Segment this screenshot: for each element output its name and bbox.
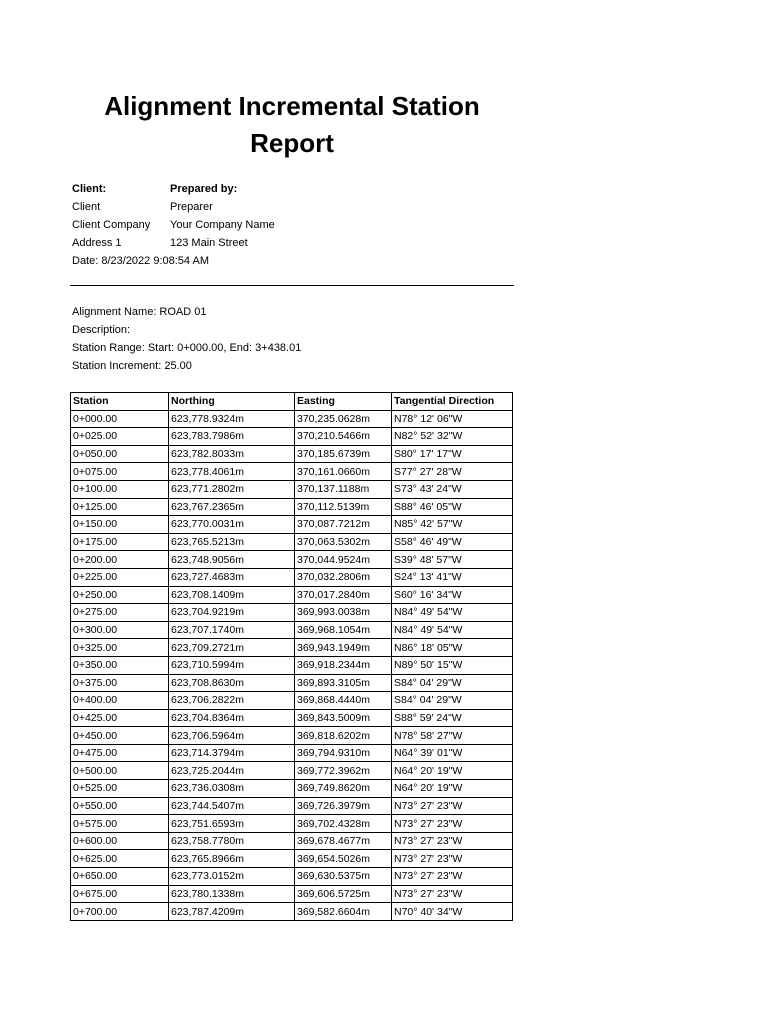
easting-cell: 370,063.5302m [295,533,392,551]
tangential-direction-cell: S24° 13' 41"W [392,568,513,586]
tangential-direction-cell: N73° 27' 23"W [392,868,513,886]
station-cell: 0+200.00 [71,551,169,569]
table-row [71,727,513,745]
easting-cell: 369,843.5009m [295,709,392,727]
tangential-direction-cell: N86° 18' 05"W [392,639,513,657]
tangential-direction-cell: N73° 27' 23"W [392,850,513,868]
easting-cell: 369,678.4677m [295,832,392,850]
client-name: Client [72,201,101,213]
easting-cell: 370,087.7212m [295,516,392,534]
table-row [71,533,513,551]
table-body [71,410,513,920]
table-row [71,832,513,850]
table-row [71,498,513,516]
northing-cell: 623,710.5994m [169,656,295,674]
preparer-address: 123 Main Street [170,237,248,249]
tangential-direction-cell: N78° 12' 06"W [392,410,513,428]
alignment-description: Description: [72,324,131,336]
easting-cell: 370,017.2840m [295,586,392,604]
northing-cell: 623,751.6593m [169,815,295,833]
easting-cell: 369,794.9310m [295,744,392,762]
easting-cell: 369,606.5725m [295,885,392,903]
table-row [71,586,513,604]
station-cell: 0+475.00 [71,744,169,762]
northing-cell: 623,770.0031m [169,516,295,534]
report-info-block [72,180,275,270]
easting-cell: 369,772.3962m [295,762,392,780]
table-row [71,903,513,921]
tangential-direction-cell: S88° 59' 24"W [392,709,513,727]
northing-cell: 623,707.1740m [169,621,295,639]
section-divider [70,285,514,286]
easting-cell: 370,137.1188m [295,480,392,498]
table-row [71,639,513,657]
table-row [71,674,513,692]
table-row [71,780,513,798]
station-cell: 0+025.00 [71,428,169,446]
station-cell: 0+375.00 [71,674,169,692]
station-cell: 0+550.00 [71,797,169,815]
station-cell: 0+325.00 [71,639,169,657]
column-header-tangential-direction: Tangential Direction [392,393,513,411]
alignment-name: Alignment Name: ROAD 01 [72,306,207,318]
table-row [71,428,513,446]
tangential-direction-cell: S73° 43' 24"W [392,480,513,498]
station-increment: Station Increment: 25.00 [72,360,192,372]
table-row [71,551,513,569]
station-cell: 0+075.00 [71,463,169,481]
easting-cell: 370,185.6739m [295,445,392,463]
northing-cell: 623,765.5213m [169,533,295,551]
client-address: Address 1 [72,237,122,249]
tangential-direction-cell: N85° 42' 57"W [392,516,513,534]
station-cell: 0+600.00 [71,832,169,850]
table-row [71,516,513,534]
station-cell: 0+000.00 [71,410,169,428]
northing-cell: 623,714.3794m [169,744,295,762]
table-row [71,885,513,903]
station-cell: 0+450.00 [71,727,169,745]
station-cell: 0+175.00 [71,533,169,551]
table-row [71,815,513,833]
northing-cell: 623,706.5964m [169,727,295,745]
station-cell: 0+225.00 [71,568,169,586]
easting-cell: 369,968.1054m [295,621,392,639]
station-cell: 0+300.00 [71,621,169,639]
northing-cell: 623,725.2044m [169,762,295,780]
table-row [71,480,513,498]
tangential-direction-cell: N78° 58' 27"W [392,727,513,745]
northing-cell: 623,736.0308m [169,780,295,798]
station-cell: 0+050.00 [71,445,169,463]
info-row-address [72,234,275,252]
column-header-northing: Northing [169,393,295,411]
station-cell: 0+150.00 [71,516,169,534]
tangential-direction-cell: N73° 27' 23"W [392,832,513,850]
northing-cell: 623,778.9324m [169,410,295,428]
northing-cell: 623,704.8364m [169,709,295,727]
tangential-direction-cell: S88° 46' 05"W [392,498,513,516]
northing-cell: 623,773.0152m [169,868,295,886]
easting-cell: 370,210.5466m [295,428,392,446]
table-row [71,445,513,463]
preparer-name: Preparer [170,201,213,213]
table-row [71,709,513,727]
tangential-direction-cell: N82° 52' 32"W [392,428,513,446]
tangential-direction-cell: N64° 20' 19"W [392,762,513,780]
northing-cell: 623,771.2802m [169,480,295,498]
easting-cell: 369,630.5375m [295,868,392,886]
station-cell: 0+650.00 [71,868,169,886]
easting-cell: 369,749.8620m [295,780,392,798]
station-cell: 0+125.00 [71,498,169,516]
tangential-direction-cell: S80° 17' 17"W [392,445,513,463]
table-row [71,410,513,428]
column-header-easting: Easting [295,393,392,411]
easting-cell: 369,726.3979m [295,797,392,815]
station-cell: 0+275.00 [71,604,169,622]
easting-cell: 370,032.2806m [295,568,392,586]
table-row [71,868,513,886]
tangential-direction-cell: N64° 20' 19"W [392,780,513,798]
easting-cell: 369,893.3105m [295,674,392,692]
easting-cell: 369,582.6604m [295,903,392,921]
tangential-direction-cell: N73° 27' 23"W [392,885,513,903]
column-header-station: Station [71,393,169,411]
report-date: Date: 8/23/2022 9:08:54 AM [72,255,209,267]
easting-cell: 369,868.4440m [295,692,392,710]
tangential-direction-cell: N84° 49' 54"W [392,621,513,639]
northing-cell: 623,787.4209m [169,903,295,921]
station-cell: 0+100.00 [71,480,169,498]
northing-cell: 623,748.9056m [169,551,295,569]
info-header-row [72,180,275,198]
tangential-direction-cell: S84° 04' 29"W [392,692,513,710]
table-row [71,762,513,780]
northing-cell: 623,780.1338m [169,885,295,903]
northing-cell: 623,767.2365m [169,498,295,516]
client-header: Client: [72,183,107,195]
client-company: Client Company [72,219,151,231]
station-cell: 0+625.00 [71,850,169,868]
info-row-name [72,198,275,216]
station-cell: 0+350.00 [71,656,169,674]
easting-cell: 370,235.0628m [295,410,392,428]
table-row [71,744,513,762]
easting-cell: 370,161.0660m [295,463,392,481]
table-row [71,604,513,622]
easting-cell: 369,943.1949m [295,639,392,657]
easting-cell: 369,818.6202m [295,727,392,745]
northing-cell: 623,709.2721m [169,639,295,657]
tangential-direction-cell: S60° 16' 34"W [392,586,513,604]
preparer-company: Your Company Name [170,219,275,231]
table-header-row [71,393,513,411]
prepared-by-header: Prepared by: [170,183,238,195]
northing-cell: 623,744.5407m [169,797,295,815]
northing-cell: 623,783.7986m [169,428,295,446]
station-cell: 0+400.00 [71,692,169,710]
table-row [71,568,513,586]
station-cell: 0+675.00 [71,885,169,903]
table-row [71,621,513,639]
northing-cell: 623,704.9219m [169,604,295,622]
easting-cell: 369,918.2344m [295,656,392,674]
easting-cell: 369,654.5026m [295,850,392,868]
table-row [71,850,513,868]
table-row [71,797,513,815]
easting-cell: 369,702.4328m [295,815,392,833]
station-cell: 0+525.00 [71,780,169,798]
tangential-direction-cell: N70° 40' 34"W [392,903,513,921]
info-row-date [72,252,275,270]
report-title: Alignment Incremental Station Report [104,91,480,158]
station-cell: 0+250.00 [71,586,169,604]
easting-cell: 370,112.5139m [295,498,392,516]
easting-cell: 370,044.9524m [295,551,392,569]
northing-cell: 623,708.8630m [169,674,295,692]
station-cell: 0+500.00 [71,762,169,780]
station-cell: 0+575.00 [71,815,169,833]
northing-cell: 623,706.2822m [169,692,295,710]
tangential-direction-cell: S58° 46' 49"W [392,533,513,551]
tangential-direction-cell: N64° 39' 01"W [392,744,513,762]
table-row [71,463,513,481]
tangential-direction-cell: N89° 50' 15"W [392,656,513,674]
station-cell: 0+425.00 [71,709,169,727]
station-cell: 0+700.00 [71,903,169,921]
easting-cell: 369,993.0038m [295,604,392,622]
table-row [71,656,513,674]
info-row-company [72,216,275,234]
tangential-direction-cell: S77° 27' 28"W [392,463,513,481]
northing-cell: 623,782.8033m [169,445,295,463]
tangential-direction-cell: S84° 04' 29"W [392,674,513,692]
station-range: Station Range: Start: 0+000.00, End: 3+438.01 [72,342,302,354]
tangential-direction-cell: N84° 49' 54"W [392,604,513,622]
station-table [70,392,513,921]
northing-cell: 623,708.1409m [169,586,295,604]
tangential-direction-cell: S39° 48' 57"W [392,551,513,569]
northing-cell: 623,765.8966m [169,850,295,868]
alignment-info-block [72,303,301,375]
northing-cell: 623,727.4683m [169,568,295,586]
table-row [71,692,513,710]
tangential-direction-cell: N73° 27' 23"W [392,797,513,815]
northing-cell: 623,778.4061m [169,463,295,481]
northing-cell: 623,758.7780m [169,832,295,850]
tangential-direction-cell: N73° 27' 23"W [392,815,513,833]
